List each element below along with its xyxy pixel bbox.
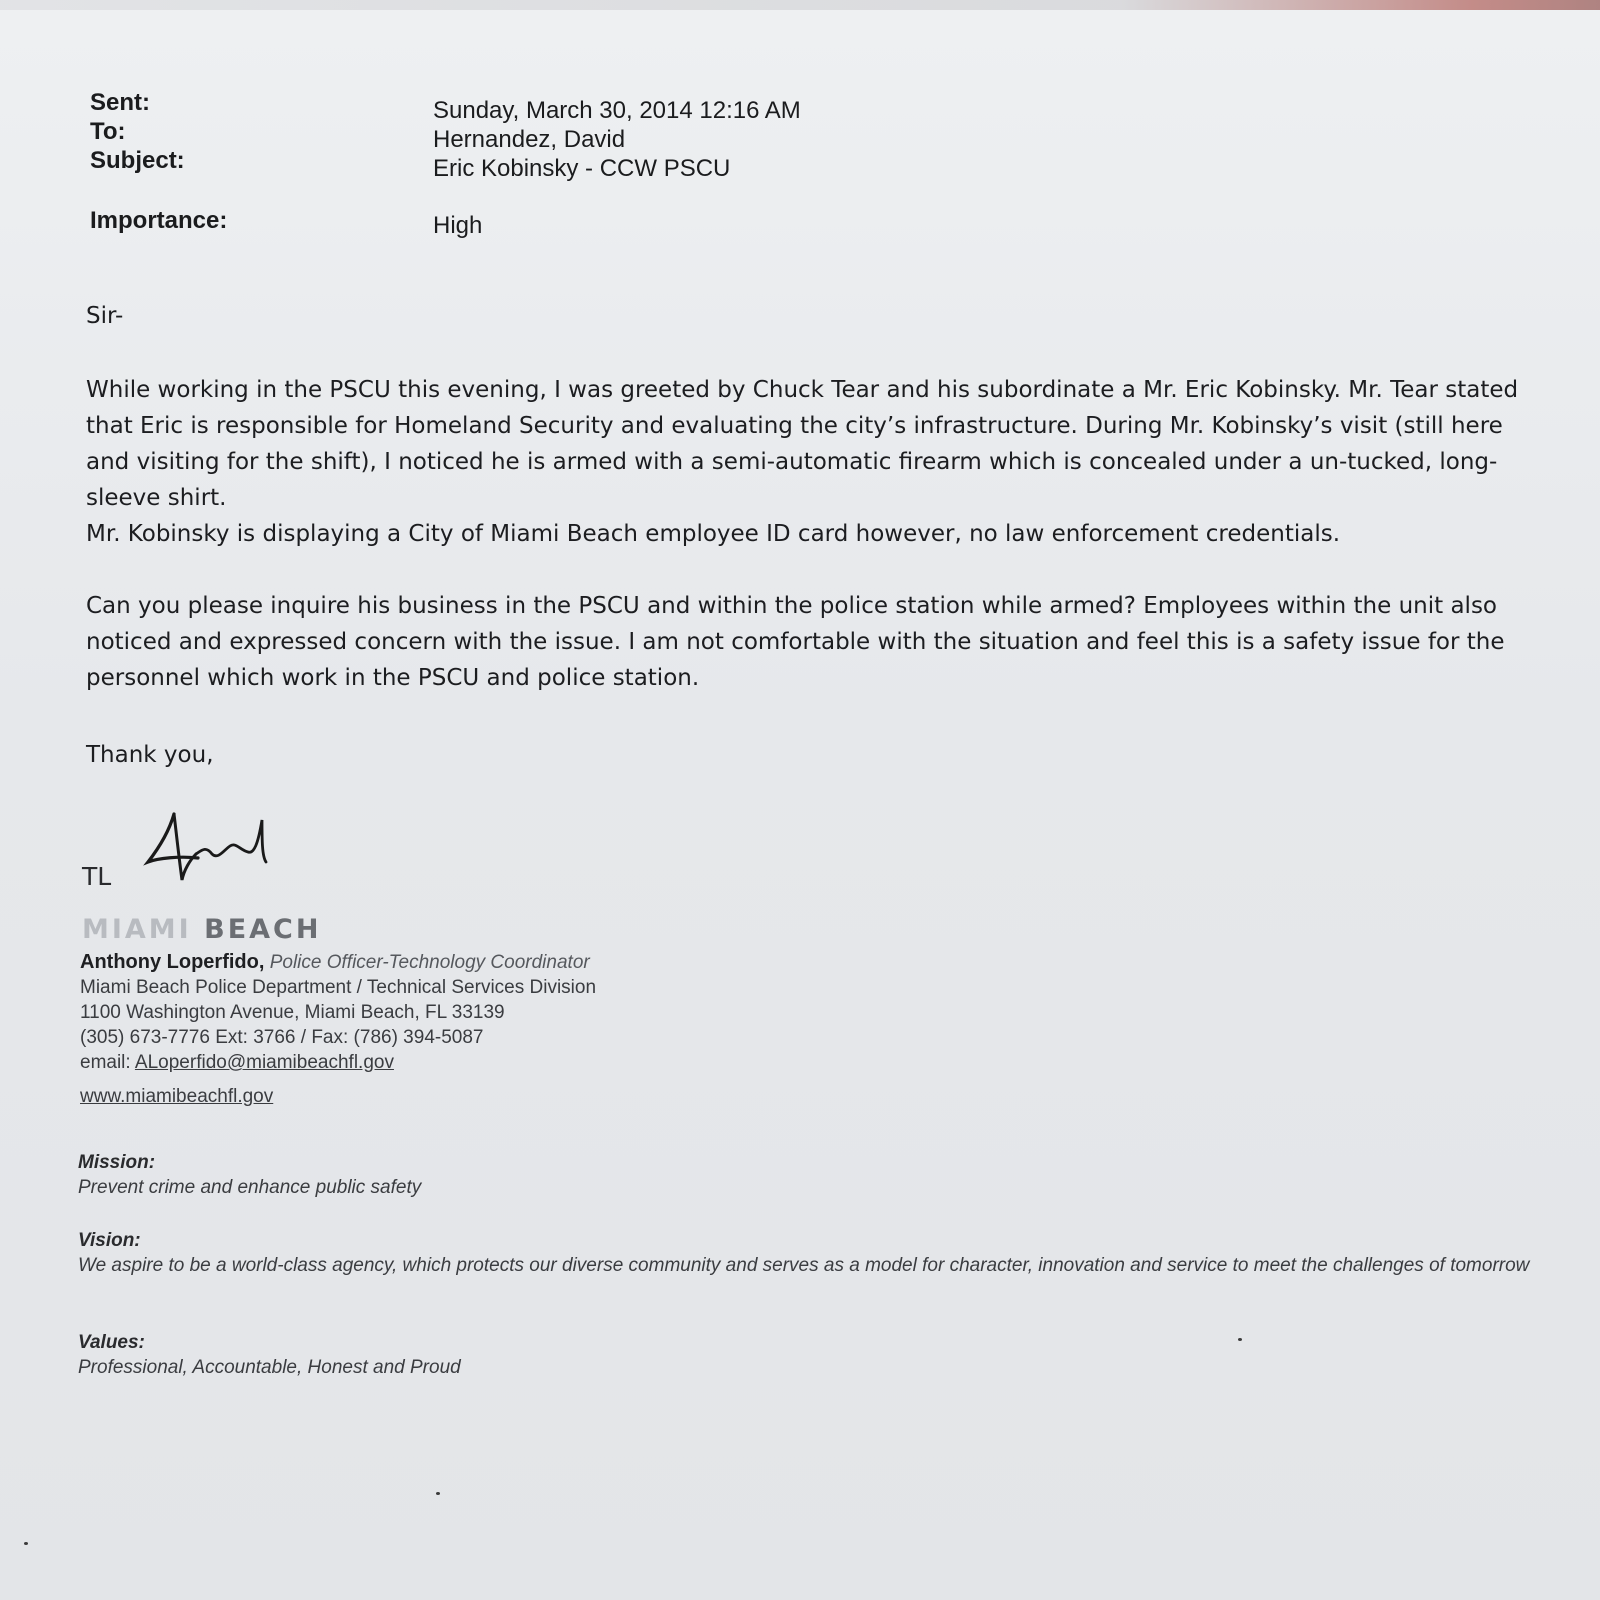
sent-label: Sent: — [90, 89, 150, 116]
values-text: Professional, Accountable, Honest and Proud — [78, 1357, 461, 1378]
website-link[interactable]: www.miamibeachfl.gov — [80, 1086, 274, 1107]
email-greeting — [86, 298, 1546, 334]
values-label: Values: — [78, 1332, 145, 1353]
closing-text: Thank you, — [86, 742, 214, 768]
email-label: email: — [80, 1052, 131, 1073]
paragraph-1b-text: Mr. Kobinsky is displaying a City of Miami Beach employee ID card however, no law enforcement credentials. — [86, 521, 1341, 547]
signature-department: Miami Beach Police Department / Technical Services Division — [80, 977, 597, 998]
website-line — [80, 1084, 780, 1109]
miami-beach-logo — [82, 914, 321, 945]
paper-speck — [1238, 1338, 1242, 1341]
to-value: Hernandez, David — [433, 126, 626, 153]
paper-speck — [24, 1542, 28, 1545]
signature-phone: (305) 673-7776 Ext: 3766 / Fax: (786) 394-5087 — [80, 1027, 484, 1048]
signature-email-line — [80, 1050, 780, 1075]
mission-text: Prevent crime and enhance public safety — [78, 1177, 422, 1198]
handwritten-signature — [140, 810, 360, 900]
signature-title: Police Officer-Technology Coordinator — [269, 952, 590, 973]
subject-value: Eric Kobinsky - CCW PSCU — [433, 155, 731, 182]
vision-label: Vision: — [78, 1230, 141, 1251]
signature-name: Anthony Loperfido, — [80, 951, 265, 973]
importance-value: High — [433, 212, 483, 239]
paper-speck — [436, 1492, 440, 1495]
greeting-text: Sir- — [86, 303, 124, 329]
email-paragraph-1 — [86, 372, 1546, 552]
email-paragraph-2 — [86, 588, 1546, 696]
logo-text: BEACH — [204, 914, 322, 945]
mission-label: Mission: — [78, 1152, 156, 1173]
values-block — [78, 1330, 1538, 1380]
paper-top-edge — [0, 0, 1600, 10]
contact-block — [80, 950, 780, 1109]
email-closing — [86, 737, 1546, 773]
signature-initials: TL — [82, 862, 112, 891]
vision-block — [78, 1228, 1538, 1278]
mission-block — [78, 1150, 1538, 1200]
to-label: To: — [90, 118, 126, 145]
email-link[interactable]: ALoperfido@miamibeachfl.gov — [134, 1052, 394, 1073]
paragraph-1-text: While working in the PSCU this evening, I was greeted by Chuck Tear and his subordinate a Mr. Eric Kobinsky. Mr. Tear stated that Eric is responsible for Homeland Security and evaluating the city’s infrastructure. During Mr. Kobinsky’s visit (still here and visiting for the shift), I noticed he is armed with a semi-automatic firearm which is concealed under a un-tucked, long-sleeve shirt. — [86, 377, 1519, 511]
importance-label: Importance: — [90, 207, 228, 234]
signature-name-line — [80, 950, 780, 975]
signature-block — [82, 810, 402, 910]
sent-value: Sunday, March 30, 2014 12:16 AM — [433, 97, 801, 124]
signature-address: 1100 Washington Avenue, Miami Beach, FL 33139 — [80, 1002, 505, 1023]
paragraph-2-text: Can you please inquire his business in the PSCU and within the police station while armed? Employees within the unit also noticed and expressed concern with the issue. I am not comfortable with the situation and feel this is a safety issue for the personnel which work in the PSCU and police station. — [86, 593, 1505, 691]
logo-faded-text: MIAMI — [82, 914, 205, 945]
vision-text: We aspire to be a world-class agency, which protects our diverse community and serves as a model for character, innovation and service to meet the challenges of tomorrow — [78, 1255, 1530, 1276]
subject-label: Subject: — [90, 147, 185, 174]
